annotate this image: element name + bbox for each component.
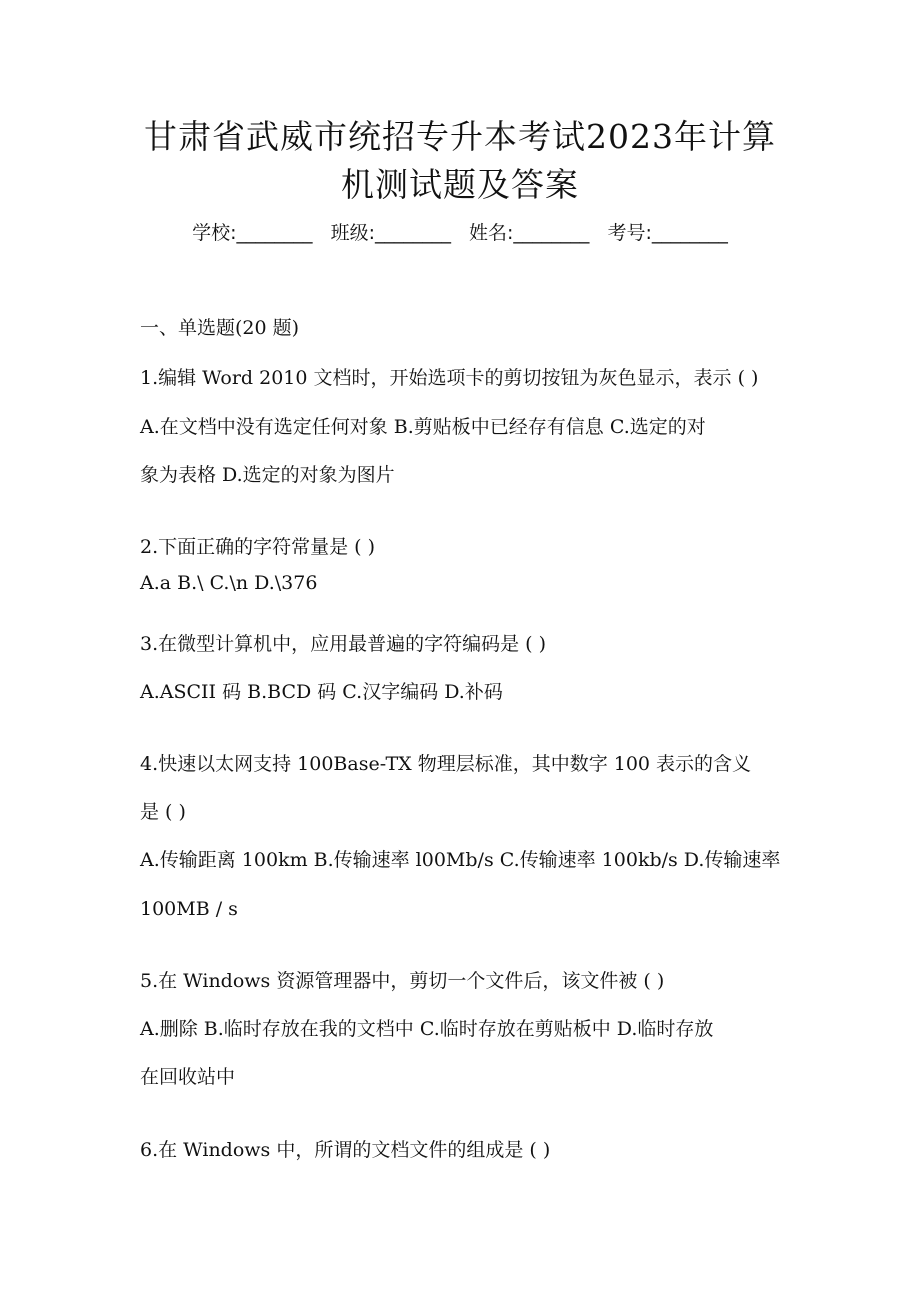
question-1-options: A.在文档中没有选定任何对象 B.剪贴板中已经存有信息 C.选定的对 [140,416,706,438]
question-2-options: A.a B.\ C.\n D.\376 [140,572,318,594]
section-heading: 一、单选题(20 题) [140,317,300,339]
question-4-options-cont: 100MB / s [140,898,238,920]
question-1-stem: 1.编辑 Word 2010 文档时，开始选项卡的剪切按钮为灰色显示，表示 ( ) [140,367,759,389]
question-1-options-cont: 象为表格 D.选定的对象为图片 [140,464,395,486]
student-info-row [0,218,920,248]
question-5-options-cont: 在回收站中 [140,1066,236,1088]
document-title-line-1: 甘肃省武威市统招专升本考试2023年计算 [144,117,776,156]
question-5-options: A.删除 B.临时存放在我的文档中 C.临时存放在剪贴板中 D.临时存放 [140,1018,714,1040]
question-5-stem: 5.在 Windows 资源管理器中，剪切一个文件后，该文件被 ( ) [140,970,665,992]
question-4-stem: 4.快速以太网支持 100Base-TX 物理层标准，其中数字 100 表示的含义 [140,753,752,775]
class-field: 班级:________ [330,222,451,244]
question-4-stem-cont: 是 ( ) [140,801,186,823]
question-3-stem: 3.在微型计算机中，应用最普遍的字符编码是 ( ) [140,633,547,655]
document-title-line-2: 机测试题及答案 [341,165,579,204]
question-3-options: A.ASCII 码 B.BCD 码 C.汉字编码 D.补码 [140,681,503,703]
question-6-stem: 6.在 Windows 中，所谓的文档文件的组成是 ( ) [140,1139,551,1161]
question-2-stem: 2.下面正确的字符常量是 ( ) [140,536,376,558]
name-field: 姓名:________ [469,222,590,244]
school-field: 学校:________ [192,222,313,244]
exam-number-field: 考号:________ [607,222,728,244]
question-4-options: A.传输距离 100km B.传输速率 l00Mb/s C.传输速率 100kb/s D.传输速率 [140,849,781,871]
